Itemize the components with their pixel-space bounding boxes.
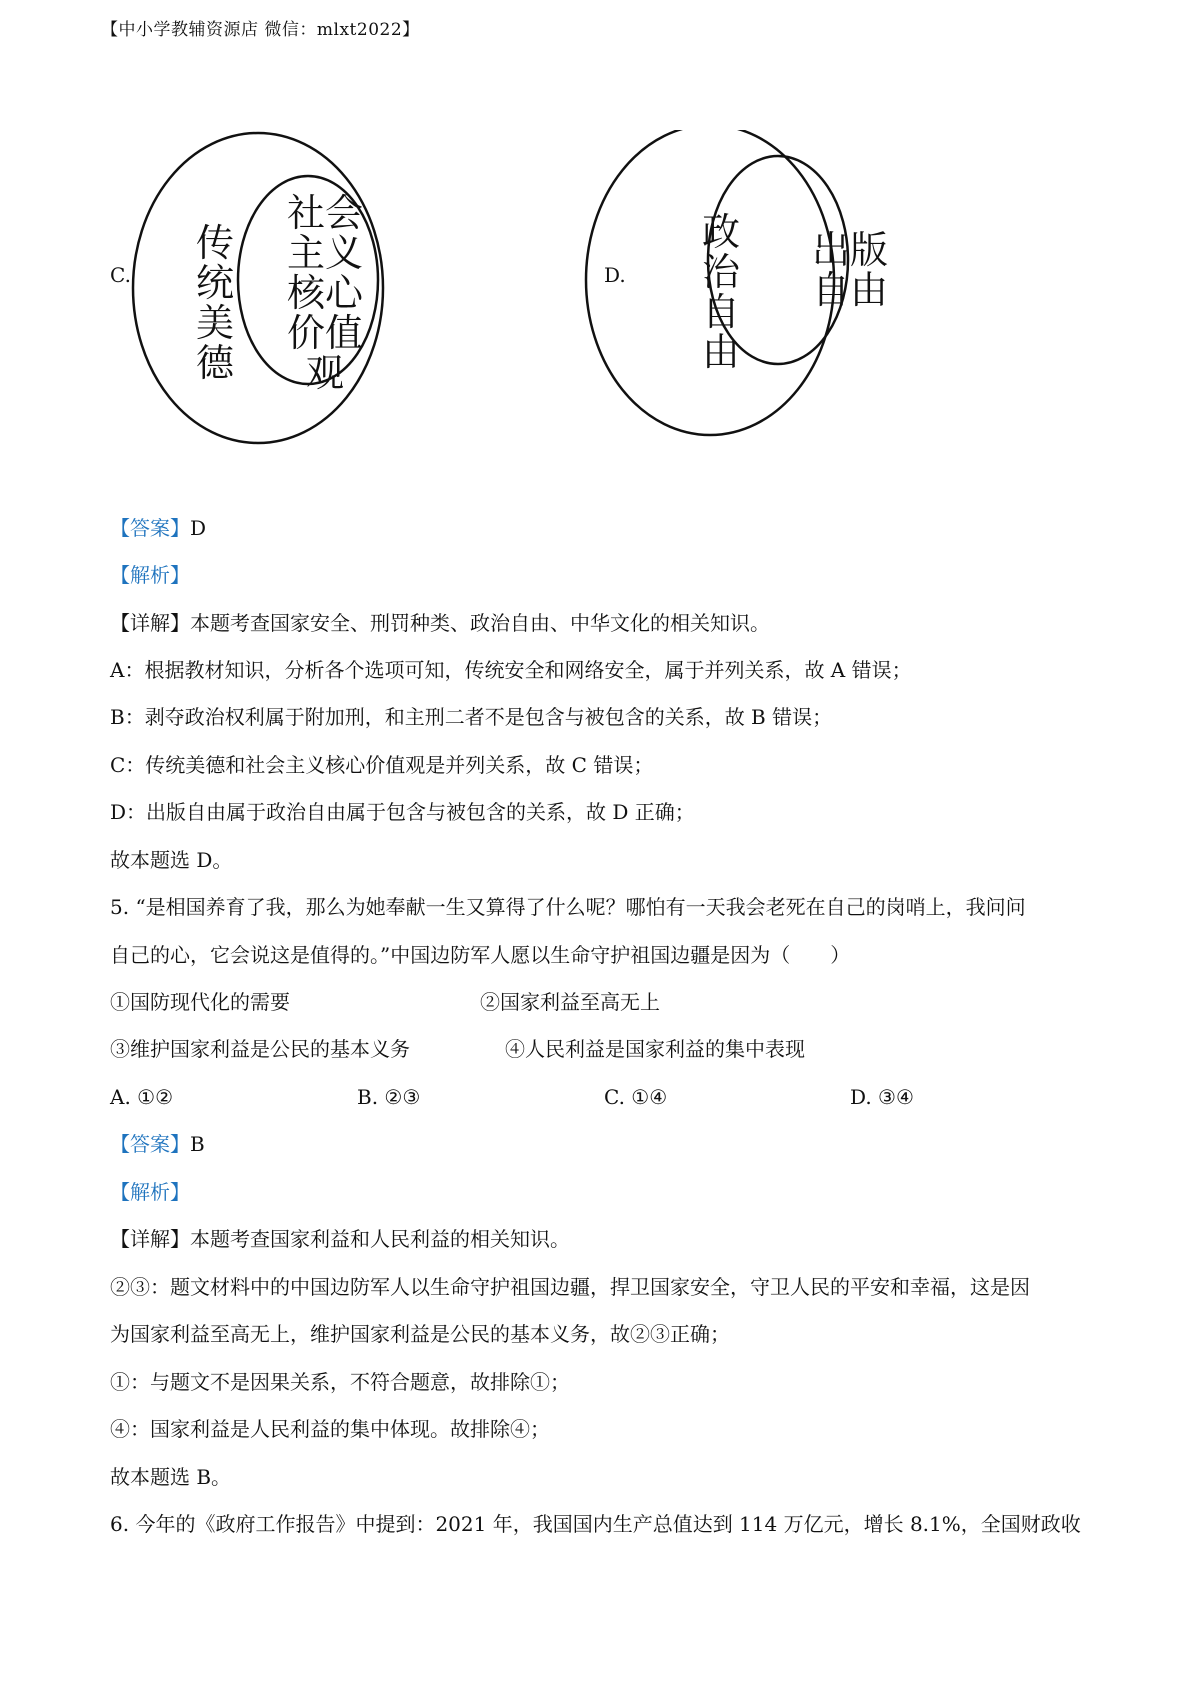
- diagram-c-outer-text: 传 统 美 德: [195, 221, 234, 385]
- q5-explain-2: ①：与题文不是因果关系，不符合题意，故排除①；: [110, 1370, 570, 1394]
- diagram-d-label: D.: [604, 263, 626, 287]
- q4-explain-c: C：传统美德和社会主义核心价值观是并列关系，故 C 错误；: [110, 753, 654, 777]
- diagram-d-outer-text: 政 治 自 由: [701, 210, 740, 374]
- q6-stem-line1: 6. 今年的《政府工作报告》中提到：2021 年，我国国内生产总值达到 114 万亿元，增长 8.1%，全国财政收: [110, 1512, 1081, 1536]
- q5-analysis-tag: 【解析】: [110, 1180, 190, 1204]
- diagram-c-inner-text: 社会 主义 核心 价值 观: [286, 191, 363, 395]
- q4-answer-line: [110, 513, 206, 543]
- q5-items-row2: [110, 1034, 1110, 1064]
- diagram-c-label: C.: [110, 263, 131, 287]
- q5-item-3: ③维护国家利益是公民的基本义务: [110, 1037, 410, 1061]
- answer-value: D: [190, 516, 207, 540]
- q5-item-1: ①国防现代化的需要: [110, 990, 290, 1014]
- q5-explain-1a: ②③：题文材料中的中国边防军人以生命守护祖国边疆，捍卫国家安全，守卫人民的平安和幸福，这是因: [110, 1275, 1030, 1299]
- q4-detail: 【详解】本题考查国家安全、刑罚种类、政治自由、中华文化的相关知识。: [110, 611, 770, 635]
- q5-option-c: C. ①④: [604, 1085, 668, 1109]
- q5-option-a: A. ①②: [110, 1085, 174, 1109]
- venn-svg: [0, 130, 1200, 500]
- header-watermark: 【中小学教辅资源店 微信：mlxt2022】: [101, 20, 420, 40]
- diagram-d-inner-text: 出版 自由: [811, 228, 888, 312]
- q5-detail: 【详解】本题考查国家利益和人民利益的相关知识。: [110, 1227, 570, 1251]
- answer-tag: 【答案】: [110, 516, 190, 540]
- q4-explain-a: A：根据教材知识，分析各个选项可知，传统安全和网络安全，属于并列关系，故 A 错误；: [110, 658, 912, 682]
- q5-explain-1b: 为国家利益至高无上，维护国家利益是公民的基本义务，故②③正确；: [110, 1322, 730, 1346]
- q5-option-b: B. ②③: [357, 1085, 421, 1109]
- q4-analysis-tag: 【解析】: [110, 563, 190, 587]
- q5-item-2: ②国家利益至高无上: [480, 990, 660, 1014]
- q5-item-4: ④人民利益是国家利益的集中表现: [505, 1037, 805, 1061]
- q5-stem-line2: 自己的心，它会说这是值得的。”中国边防军人愿以生命守护祖国边疆是因为（ ）: [110, 943, 851, 967]
- q4-explain-b: B：剥夺政治权利属于附加刑，和主刑二者不是包含与被包含的关系，故 B 错误；: [110, 705, 833, 729]
- q5-explain-3: ④：国家利益是人民利益的集中体现。故排除④；: [110, 1417, 550, 1441]
- q4-explain-d: D：出版自由属于政治自由属于包含与被包含的关系，故 D 正确；: [110, 800, 695, 824]
- q5-stem-line1: 5. “是相国养育了我，那么为她奉献一生又算得了什么呢？哪怕有一天我会老死在自己的岗哨上，我问问: [110, 895, 1026, 919]
- answer-value: B: [190, 1132, 205, 1156]
- q4-conclusion: 故本题选 D。: [110, 848, 233, 872]
- q5-answer-line: [110, 1129, 205, 1159]
- answer-tag: 【答案】: [110, 1132, 190, 1156]
- q5-items-row1: [110, 987, 1110, 1017]
- venn-diagrams: [0, 130, 1200, 500]
- q5-options-row: [110, 1082, 1110, 1112]
- q5-option-d: D. ③④: [850, 1085, 914, 1109]
- q5-conclusion: 故本题选 B。: [110, 1465, 232, 1489]
